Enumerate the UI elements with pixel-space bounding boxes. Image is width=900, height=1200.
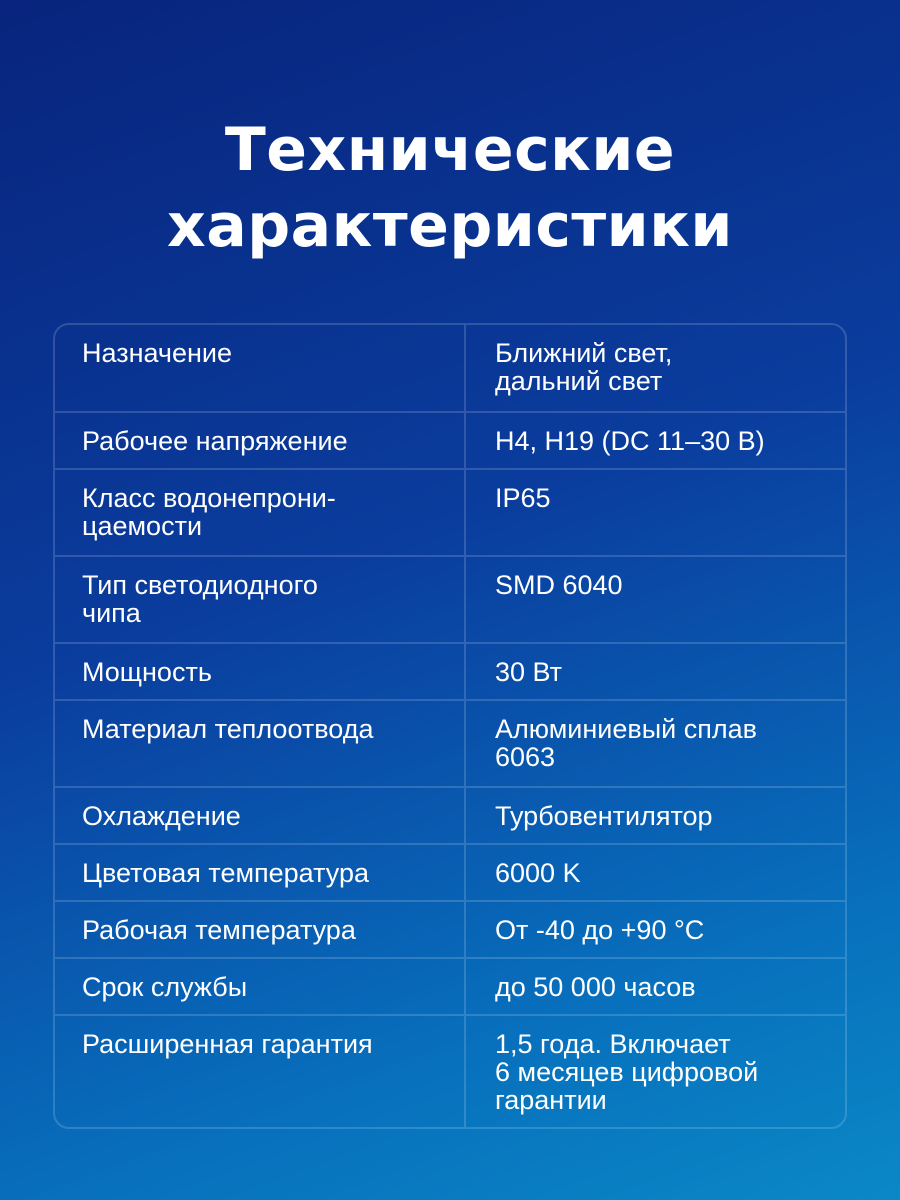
spec-row — [55, 411, 845, 468]
spec-name: Класс водонепрони- цаемости — [82, 483, 336, 541]
spec-value: 1,5 года. Включает 6 месяцев цифровой гарантии — [464, 1016, 845, 1129]
spec-name: Материал теплоотвода — [82, 714, 374, 744]
spec-row — [55, 1014, 845, 1129]
spec-value: до 50 000 часов — [464, 959, 845, 1014]
page-title — [0, 112, 900, 264]
spec-value: SMD 6040 — [464, 557, 845, 642]
spec-row — [55, 555, 845, 642]
spec-name: Тип светодиодного чипа — [82, 570, 318, 628]
title-line-2: характеристики — [167, 191, 733, 262]
spec-value: Турбовентилятор — [464, 788, 845, 843]
spec-row — [55, 468, 845, 555]
spec-row — [55, 699, 845, 786]
spec-row — [55, 642, 845, 699]
spec-row — [55, 843, 845, 900]
spec-name: Рабочее напряжение — [82, 426, 348, 456]
specs-table — [53, 323, 847, 1129]
spec-name: Рабочая температура — [82, 915, 356, 945]
spec-name: Охлаждение — [82, 801, 241, 831]
spec-name: Расширенная гарантия — [82, 1029, 373, 1059]
spec-row — [55, 325, 845, 411]
spec-value: H4, H19 (DC 11–30 В) — [464, 413, 845, 468]
spec-name: Срок службы — [82, 972, 248, 1002]
spec-row — [55, 957, 845, 1014]
spec-name: Назначение — [82, 338, 233, 368]
spec-value: От -40 до +90 °C — [464, 902, 845, 957]
spec-value: Алюминиевый сплав 6063 — [464, 701, 845, 786]
spec-value: 6000 K — [464, 845, 845, 900]
spec-row — [55, 786, 845, 843]
spec-name: Мощность — [82, 657, 212, 687]
spec-name: Цветовая температура — [82, 858, 370, 888]
spec-row — [55, 900, 845, 957]
title-line-1: Технические — [224, 115, 676, 186]
spec-value: 30 Вт — [464, 644, 845, 699]
spec-value: Ближний свет, дальний свет — [464, 325, 845, 411]
spec-value: IP65 — [464, 470, 845, 555]
